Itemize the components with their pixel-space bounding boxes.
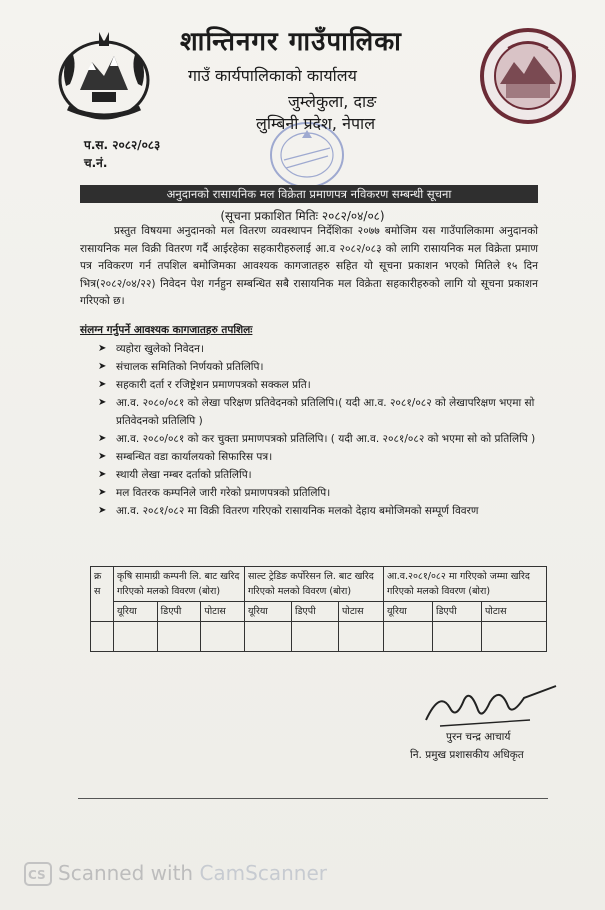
notice-published-date: (सूचना प्रकाशित मितिः २०८२/०४/०८) — [220, 209, 385, 223]
table-header-dap: डिएपी — [157, 602, 201, 622]
table-header-group-3: आ.व.२०८१/०८२ मा गरिएको जम्मा खरिद गरिएको मलको विवरण (बोरा) — [384, 567, 547, 602]
table-cell — [482, 622, 547, 652]
table-header-urea: यूरिया — [245, 602, 292, 622]
list-item-text: सम्बन्धित वडा कार्यालयको सिफारिस पत्र। — [116, 451, 273, 463]
table-cell — [292, 622, 339, 652]
arrow-bullet-icon: ➤ — [98, 469, 107, 480]
arrow-bullet-icon: ➤ — [98, 433, 107, 444]
arrow-bullet-icon: ➤ — [98, 505, 107, 516]
table-header-sn: क्र स — [91, 567, 114, 622]
list-item — [98, 448, 538, 466]
arrow-bullet-icon: ➤ — [98, 451, 107, 462]
table-header-potash: पोटास — [201, 602, 245, 622]
list-item — [98, 502, 538, 520]
arrow-bullet-icon: ➤ — [98, 487, 107, 498]
arrow-bullet-icon: ➤ — [98, 379, 107, 390]
table-cell — [245, 622, 292, 652]
list-item-text: आ.व. २०८०/०८१ को कर चुक्ता प्रमाणपत्रको प्रतिलिपि। ( यदी आ.व. २०८१/०८२ को भएमा सो को प्रतिलिपि ) — [116, 433, 536, 445]
table-header-urea: यूरिया — [384, 602, 433, 622]
attachments-heading: संलग्न गर्नुपर्ने आवश्यक कागजातहरु तपशिलः — [80, 324, 253, 336]
table-cell — [201, 622, 245, 652]
list-item-text: आ.व. २०८१/०८२ मा विक्री वितरण गरिएको रासायनिक मलको देहाय बमोजिमको सम्पूर्ण विवरण — [116, 505, 479, 517]
svg-text:CS: CS — [28, 868, 46, 882]
list-item-text: स्थायी लेखा नम्बर दर्ताको प्रतिलिपि। — [116, 469, 252, 481]
notice-body — [80, 223, 538, 311]
list-item-text: आ.व. २०८०/०८१ को लेखा परिक्षण प्रतिवेदनको प्रतिलिपि।( यदी आ.व. २०८१/०८२ को लेखापरिक्षण भएमा सो प्रतिवेदनको प्रतिलिपि ) — [116, 397, 535, 427]
office-location: जुम्लेकुला, दाङ — [288, 92, 377, 111]
list-item — [98, 466, 538, 484]
list-item — [98, 358, 538, 376]
table-cell — [433, 622, 482, 652]
attachments-list — [98, 340, 538, 520]
table-header-group-2: साल्ट ट्रेडिङ कर्पोरेसन लि. बाट खरिद गरिएको मलको विवरण (बोरा) — [245, 567, 384, 602]
notice-body-text: प्रस्तुत विषयमा अनुदानको मल वितरण व्यवस्थापन निर्देशिका २०७७ बमोजिम यस गाउँपालिकामा अनुदानको रासायनिक मल विक्री वितरण गर्दै आईरहेका सहकारीहरुलाई आ.व २०८२/०८३ को लागि रासायनिक मल विक्रेता प्रमाण पत्र नविकरण गर्न तपशिल बमोजिमका आवश्यक कागजातहरु सहित यो सूचना प्रकाशन भएको मितिले १५ दिन भित्र(२०८२/०४/२२) निवेदन पेश गर्नहुन सम्बन्धित सबै रासायनिक मल विक्रेता सहकारीहरुको लागि यो सूचना प्रकाशन गरिएको छ। — [80, 225, 538, 307]
table-header-group-1: कृषि सामाग्री कम्पनी लि. बाट खरिद गरिएको मलको विवरण (बोरा) — [114, 567, 245, 602]
letter-ps-number: प.स. २०८२/०८३ — [84, 138, 161, 152]
municipality-title: शान्तिनगर गाउँपालिका — [180, 27, 402, 57]
table-header-potash: पोटास — [339, 602, 384, 622]
table-cell — [384, 622, 433, 652]
list-item-text: संचालक समितिको निर्णयको प्रतिलिपि। — [116, 361, 264, 373]
nepal-emblem-icon — [52, 26, 156, 124]
list-item-text: व्यहोरा खुलेको निवेदन। — [116, 343, 204, 355]
list-item — [98, 430, 538, 448]
scanner-watermark — [58, 861, 327, 885]
arrow-bullet-icon: ➤ — [98, 361, 107, 372]
table-header-dap: डिएपी — [292, 602, 339, 622]
table-subheader-row — [91, 602, 547, 622]
camscanner-logo-icon — [24, 862, 52, 886]
table-cell — [157, 622, 201, 652]
list-item — [98, 340, 538, 358]
list-item — [98, 394, 538, 430]
table-cell — [339, 622, 384, 652]
office-name: गाउँ कार्यपालिकाको कार्यालय — [188, 66, 357, 85]
list-item — [98, 484, 538, 502]
notice-title-banner: अनुदानको रासायनिक मल विक्रेता प्रमाणपत्र नविकरण सम्बन्धी सूचना — [80, 185, 538, 203]
arrow-bullet-icon: ➤ — [98, 343, 107, 354]
table-cell — [114, 622, 158, 652]
signatory-title: नि. प्रमुख प्रशासकीय अधिकृत — [410, 749, 524, 761]
table-cell — [91, 622, 114, 652]
list-item-text: सहकारी दर्ता र रजिष्ट्रेशन प्रमाणपत्रको सक्कल प्रति। — [116, 379, 311, 391]
table-header-urea: यूरिया — [114, 602, 158, 622]
list-item-text: मल वितरक कम्पनिले जारी गरेको प्रमाणपत्रको प्रतिलिपि। — [116, 487, 331, 499]
municipality-seal-icon — [478, 26, 578, 126]
table-header-potash: पोटास — [482, 602, 547, 622]
table-header-row — [91, 567, 547, 602]
arrow-bullet-icon: ➤ — [98, 397, 107, 408]
watermark-app: CamScanner — [199, 861, 327, 885]
letter-chn-number: च.नं. — [84, 156, 108, 170]
signatory-name: पुरन चन्द्र आचार्य — [446, 731, 511, 743]
fertilizer-table — [90, 566, 547, 652]
table-header-dap: डिएपी — [433, 602, 482, 622]
list-item — [98, 376, 538, 394]
office-province: लुम्बिनी प्रदेश, नेपाल — [256, 114, 376, 133]
table-row — [91, 622, 547, 652]
footer-divider — [78, 798, 548, 799]
watermark-prefix: Scanned with — [58, 861, 194, 885]
signature-mark — [420, 680, 560, 732]
